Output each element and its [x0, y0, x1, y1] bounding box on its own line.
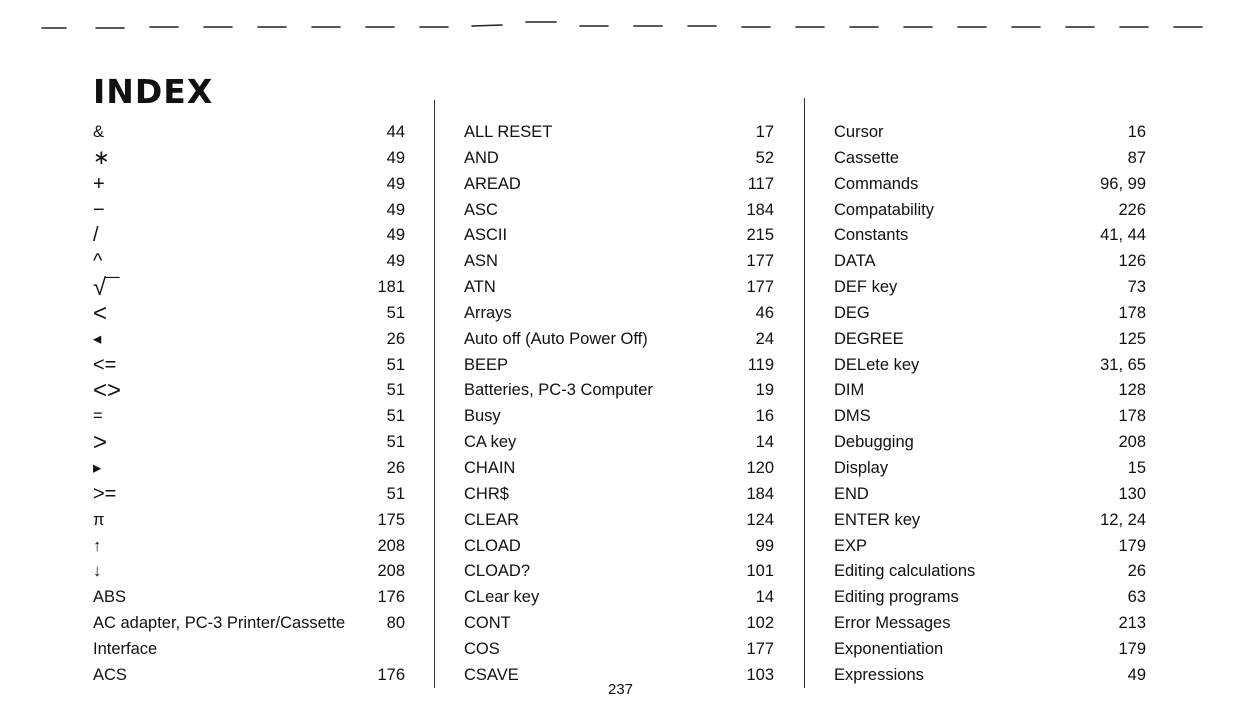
index-entry [93, 249, 405, 275]
index-term: Busy [464, 407, 501, 426]
index-entry [93, 482, 405, 508]
index-page-ref: 49 [386, 174, 405, 193]
decorative-dash-border [40, 18, 1210, 32]
index-term: BEEP [464, 355, 509, 374]
index-page-ref: 119 [747, 355, 774, 374]
index-term: DEGREE [834, 329, 904, 348]
index-entry [93, 146, 405, 172]
index-entry [93, 456, 405, 482]
index-term: ▸ [93, 458, 102, 477]
column-divider [804, 98, 805, 688]
index-entry [834, 301, 1146, 327]
index-term: Commands [834, 174, 919, 193]
index-entry [93, 404, 405, 430]
index-page-ref: 184 [746, 484, 774, 503]
index-term: ASC [464, 200, 498, 219]
index-term: Constants [834, 226, 909, 245]
index-term: ACS [93, 665, 127, 684]
index-entry [834, 456, 1146, 482]
index-term: Arrays [464, 303, 512, 322]
index-page-ref: 63 [1127, 588, 1146, 607]
index-term: CLEAR [464, 510, 520, 529]
index-entry [834, 508, 1146, 534]
index-entry [93, 301, 405, 327]
index-entry [834, 637, 1146, 663]
index-term: π [93, 510, 105, 529]
index-entry [93, 637, 405, 663]
index-term: DATA [834, 252, 876, 271]
index-term: − [93, 198, 105, 221]
index-term: COS [464, 639, 500, 658]
index-page-ref: 26 [1127, 562, 1146, 581]
index-page-ref: 16 [755, 407, 774, 426]
index-entry [93, 585, 405, 611]
index-term: Error Messages [834, 614, 951, 633]
index-term: Display [834, 458, 889, 477]
index-entry [93, 327, 405, 353]
index-term: AREAD [464, 174, 521, 193]
index-page-ref: 176 [377, 665, 405, 684]
index-entry [834, 611, 1146, 637]
index-entry [464, 559, 774, 585]
index-term: Cassette [834, 148, 900, 167]
index-entry [93, 353, 405, 379]
index-page-ref: 96, 99 [1100, 174, 1146, 193]
index-column-3 [834, 120, 1146, 689]
index-entry [93, 663, 405, 689]
index-term: & [93, 123, 105, 141]
index-page-ref: 178 [1118, 303, 1146, 322]
index-entry [834, 223, 1146, 249]
index-entry [834, 482, 1146, 508]
index-page-ref: 26 [386, 329, 405, 348]
index-page-ref: 181 [377, 278, 405, 297]
index-entry [464, 353, 774, 379]
index-term: Expressions [834, 665, 924, 684]
index-page-ref: 124 [746, 510, 774, 529]
index-term: <> [93, 377, 122, 405]
index-entry [464, 378, 774, 404]
index-term: DEG [834, 303, 870, 322]
index-page-ref: 46 [755, 303, 774, 322]
index-page-ref: 176 [377, 588, 405, 607]
index-entry [93, 198, 405, 224]
index-page-ref: 102 [746, 614, 774, 633]
index-term: DEF key [834, 278, 898, 297]
index-page-ref: 12, 24 [1100, 510, 1146, 529]
index-term: AC adapter, PC-3 Printer/Cassette [93, 614, 346, 633]
index-term: CSAVE [464, 665, 519, 684]
index-term: > [93, 429, 108, 457]
index-term: Batteries, PC-3 Computer [464, 381, 653, 400]
index-term: Auto off (Auto Power Off) [464, 329, 648, 348]
index-page-ref: 177 [746, 278, 774, 297]
index-page-ref: 49 [1127, 665, 1146, 684]
index-page-ref: 73 [1127, 278, 1146, 297]
index-page-ref: 130 [1118, 484, 1146, 503]
index-page-ref: 17 [755, 123, 774, 141]
index-entry [834, 353, 1146, 379]
index-page-ref: 24 [755, 329, 774, 348]
index-entry [834, 534, 1146, 560]
index-page-ref: 52 [755, 148, 774, 167]
index-term: DELete key [834, 355, 920, 374]
index-term: ◂ [93, 329, 102, 348]
index-page-ref: 126 [1118, 252, 1146, 271]
index-term: ^ [93, 250, 103, 273]
index-term: ↑ [93, 536, 102, 555]
index-entry [834, 585, 1146, 611]
index-entry [464, 120, 774, 146]
index-term: Editing programs [834, 588, 959, 607]
index-term: Interface [93, 639, 158, 658]
index-entry [93, 378, 405, 404]
index-entry [464, 146, 774, 172]
index-page-ref: 51 [386, 355, 405, 374]
index-column-2 [464, 120, 774, 689]
index-entry [834, 327, 1146, 353]
index-entry [464, 611, 774, 637]
index-entry [464, 585, 774, 611]
index-page-ref: 87 [1127, 148, 1146, 167]
index-entry [464, 223, 774, 249]
index-term: EXP [834, 536, 868, 555]
index-page-ref: 175 [377, 510, 405, 529]
index-entry [464, 327, 774, 353]
index-page-ref: 49 [386, 148, 405, 167]
index-page-ref: 51 [386, 484, 405, 503]
index-term: Cursor [834, 123, 884, 141]
index-page-ref: 128 [1118, 381, 1146, 400]
index-entry [93, 275, 405, 301]
index-term: DIM [834, 381, 865, 400]
index-page-ref: 226 [1118, 200, 1146, 219]
index-entry [93, 172, 405, 198]
index-term: CLear key [464, 588, 540, 607]
index-page-ref: 51 [386, 407, 405, 426]
index-term: ∗ [93, 146, 110, 169]
index-page-ref: 215 [746, 226, 774, 245]
index-page-ref: 179 [1118, 536, 1146, 555]
index-page-ref: 117 [747, 174, 774, 193]
index-term: CLOAD [464, 536, 521, 555]
index-page-ref: 120 [746, 458, 774, 477]
index-term: CHR$ [464, 484, 509, 503]
index-page-ref: 31, 65 [1100, 355, 1146, 374]
index-entry [834, 404, 1146, 430]
index-term: Compatability [834, 200, 934, 219]
index-page-ref: 44 [386, 123, 405, 141]
index-entry [834, 663, 1146, 689]
index-entry [834, 249, 1146, 275]
index-page-ref: 49 [386, 200, 405, 219]
index-page-ref: 49 [386, 226, 405, 245]
index-term: END [834, 484, 869, 503]
index-page-ref: 103 [746, 665, 774, 684]
index-term: √¯ [93, 274, 120, 302]
index-page-ref: 19 [755, 381, 774, 400]
index-page-ref: 208 [1118, 433, 1146, 452]
index-page-ref: 178 [1118, 407, 1146, 426]
index-page-ref: 51 [386, 303, 405, 322]
index-entry [834, 172, 1146, 198]
index-entry [464, 482, 774, 508]
index-entry [464, 404, 774, 430]
index-column-1 [93, 120, 405, 689]
index-entry [464, 275, 774, 301]
index-entry [834, 146, 1146, 172]
index-entry [93, 223, 405, 249]
index-entry [834, 198, 1146, 224]
index-entry [93, 120, 405, 146]
index-entry [464, 534, 774, 560]
index-term: CONT [464, 614, 511, 633]
index-entry [834, 430, 1146, 456]
index-term: + [93, 172, 105, 195]
index-entry [464, 637, 774, 663]
index-entry [464, 249, 774, 275]
index-page-ref: 51 [386, 433, 405, 452]
index-page-ref: 16 [1127, 123, 1146, 141]
index-page-ref: 15 [1127, 458, 1146, 477]
index-term: ASCII [464, 226, 508, 245]
index-term: CLOAD? [464, 562, 531, 581]
index-term: CA key [464, 433, 517, 452]
index-term: ENTER key [834, 510, 921, 529]
index-page-ref: 49 [386, 252, 405, 271]
index-entry [834, 559, 1146, 585]
index-page-ref: 184 [746, 200, 774, 219]
index-page-ref: 14 [755, 433, 774, 452]
index-entry [93, 611, 405, 637]
index-entry [93, 534, 405, 560]
index-entry [464, 508, 774, 534]
index-entry [464, 456, 774, 482]
index-entry [464, 301, 774, 327]
index-term: Editing calculations [834, 562, 976, 581]
index-entry [464, 430, 774, 456]
index-entry [464, 198, 774, 224]
index-page-ref: 208 [377, 536, 405, 555]
index-page-ref: 125 [1118, 329, 1146, 348]
index-term: ↓ [93, 562, 102, 581]
index-term: <= [93, 353, 117, 376]
column-divider [434, 100, 435, 688]
index-term: ATN [464, 278, 496, 297]
index-entry [93, 559, 405, 585]
index-page-ref: 177 [746, 252, 774, 271]
index-page-ref: 51 [386, 381, 405, 400]
index-page-ref: 80 [386, 614, 405, 633]
page-title: INDEX [93, 72, 214, 111]
index-page-ref: 14 [755, 588, 774, 607]
index-term: >= [93, 482, 117, 505]
index-page-ref: 101 [746, 562, 774, 581]
index-page-ref: 213 [1118, 614, 1146, 633]
index-page-ref: 26 [386, 458, 405, 477]
index-page-ref: 208 [377, 562, 405, 581]
index-term: / [93, 224, 99, 247]
index-page-ref: 179 [1118, 639, 1146, 658]
index-term: Exponentiation [834, 639, 944, 658]
index-term: ALL RESET [464, 123, 553, 141]
index-page-ref: 99 [755, 536, 774, 555]
index-entry [834, 120, 1146, 146]
index-page-ref: 177 [746, 639, 774, 658]
page-number: 237 [608, 681, 634, 698]
index-page-ref: 41, 44 [1100, 226, 1146, 245]
index-term: AND [464, 148, 499, 167]
index-entry [834, 378, 1146, 404]
index-term: = [93, 407, 103, 426]
index-term: DMS [834, 407, 871, 426]
index-term: < [93, 299, 108, 327]
index-term: Debugging [834, 433, 914, 452]
index-entry [93, 430, 405, 456]
index-term: ABS [93, 588, 127, 607]
index-entry [834, 275, 1146, 301]
index-entry [93, 508, 405, 534]
index-term: CHAIN [464, 458, 516, 477]
index-term: ASN [464, 252, 498, 271]
index-entry [464, 172, 774, 198]
